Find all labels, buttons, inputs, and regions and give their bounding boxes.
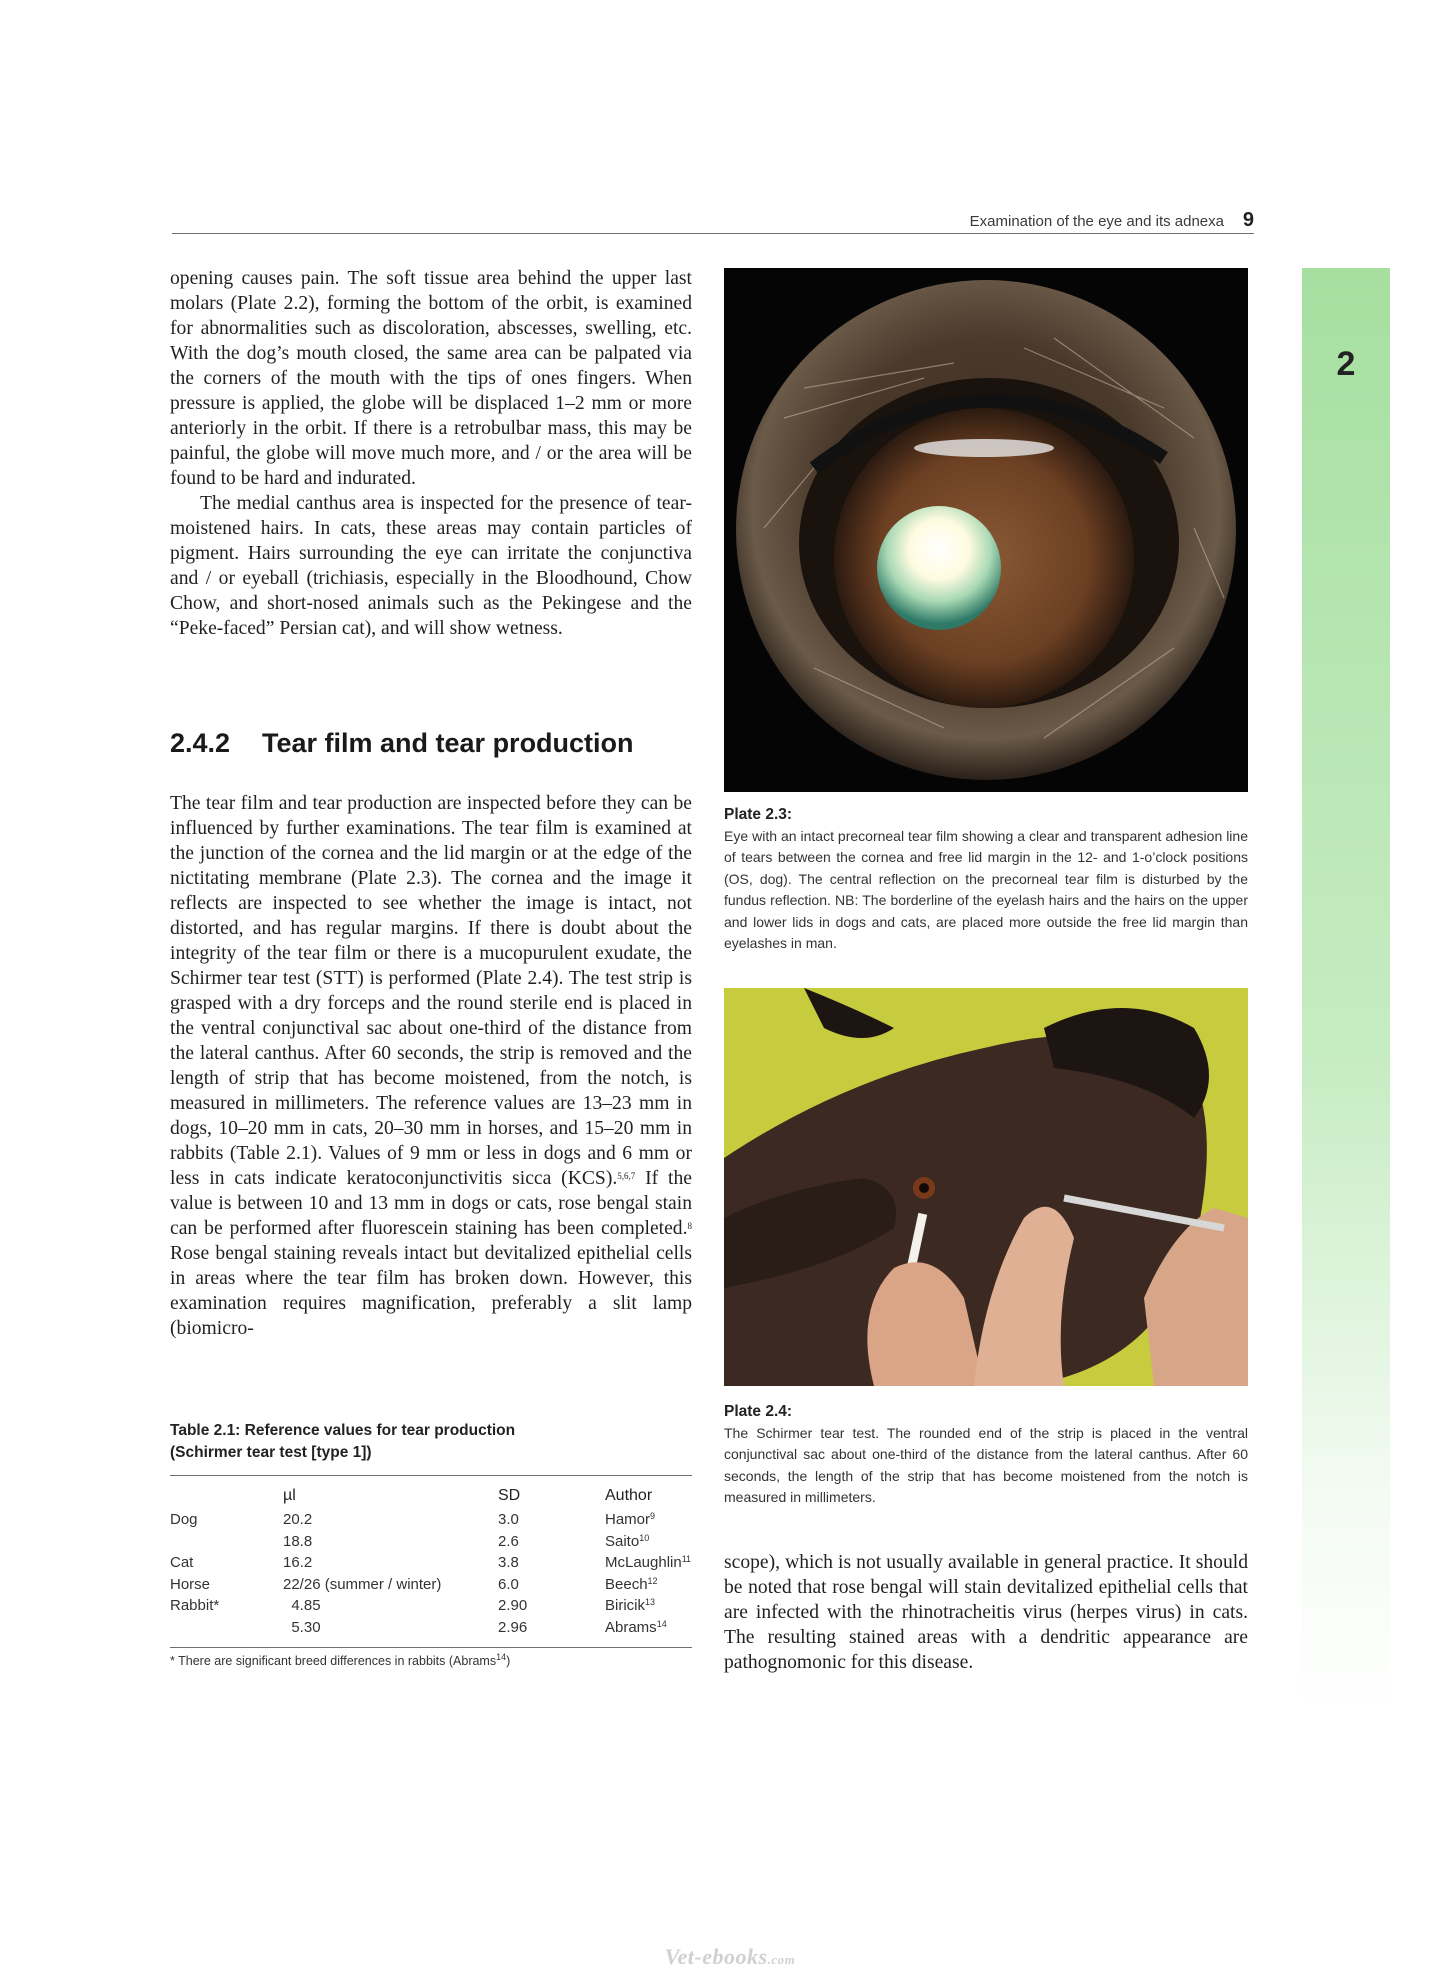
author-name: Hamor xyxy=(605,1511,651,1528)
paragraph-2: The medial canthus area is inspected for the presence of tear-moistened hairs. In cats, these areas may contain particles of pigment. Hairs surrounding the eye can irritate the conjunctiva and / or eyeball (trichiasis, especially in the Bloodhound, Chow Chow, and short-nosed animals such as the Pekingese and the “Peke-faced” Persian cat), and will show wetness. xyxy=(170,493,692,639)
left-column-body xyxy=(170,791,692,1341)
plate-2-3-photo xyxy=(724,268,1248,792)
plate-2-4-caption xyxy=(724,1401,1248,1509)
paragraph-3 xyxy=(170,791,692,1341)
cell-value: 22/26 (summer / winter) xyxy=(283,1575,442,1593)
plate-label: Plate 2.4: xyxy=(724,1403,793,1420)
chapter-tab xyxy=(1302,268,1390,1718)
table-title-line-2: (Schirmer tear test [type 1]) xyxy=(170,1444,372,1461)
table-title-line-1: Table 2.1: Reference values for tear production xyxy=(170,1422,516,1439)
paragraph-continuation: scope), which is not usually available in general practice. It should be noted that rose bengal will stain devitalized epithelial cells that are infected with the rhinotracheitis virus (herpes virus) in cats. The resulting stained areas with a dendritic appearance are pathognomonic for this disease. xyxy=(724,1552,1248,1673)
author-ref: 13 xyxy=(645,1597,656,1607)
cell-sd: 3.0 xyxy=(498,1511,519,1528)
paragraph-1: opening causes pain. The soft tissue area behind the upper last molars (Plate 2.2), forming the bottom of the orbit, is examined for abnormalities such as discoloration, abscesses, swelling, etc. With the dog’s mouth closed, the same area can be palpated via the corners of the mouth with the tips of ones fingers. When pressure is applied, the globe will be displaced 1–2 mm or more anteriorly in the orbit. If there is a retrobulbar mass, this may be painful, the globe will move much more, and / or the area will be found to be hard and indurated. xyxy=(170,268,692,489)
table-row xyxy=(170,1576,692,1598)
column-header-author: Author xyxy=(605,1487,653,1504)
reference-table xyxy=(170,1475,692,1648)
cell-species: Dog xyxy=(170,1511,198,1528)
table-row xyxy=(170,1554,692,1576)
chapter-number: 2 xyxy=(1336,345,1356,383)
cell-sd: 3.8 xyxy=(498,1554,519,1571)
page-number: 9 xyxy=(1242,209,1254,231)
table-header-row xyxy=(170,1476,692,1512)
cell-value: 20.2 xyxy=(283,1511,313,1528)
cell-author xyxy=(605,1533,692,1555)
footnote-ref: 14 xyxy=(496,1652,507,1662)
cell-value xyxy=(283,1619,498,1648)
cell-sd: 2.6 xyxy=(498,1532,519,1550)
cell-species: Rabbit* xyxy=(170,1597,220,1614)
citation-ref: 8 xyxy=(687,1221,692,1231)
cell-species xyxy=(170,1619,283,1648)
cell-species: Cat xyxy=(170,1554,194,1571)
column-header-volume: µl xyxy=(283,1487,296,1504)
cell-value: 18.8 xyxy=(283,1532,313,1550)
author-name: McLaughlin xyxy=(605,1554,682,1571)
table-row xyxy=(170,1597,692,1619)
cell-value-text: 4.85 xyxy=(291,1597,321,1614)
cell-species: Horse xyxy=(170,1575,211,1593)
watermark-suffix: .com xyxy=(767,1952,796,1967)
cell-author xyxy=(605,1597,692,1619)
section-number: 2.4.2 xyxy=(170,728,231,758)
running-header xyxy=(172,203,1254,234)
footnote-close: ) xyxy=(506,1654,511,1668)
author-name: Beech xyxy=(605,1575,648,1593)
paragraph-3-part-a: The tear film and tear production are inspected before they can be influenced by further examinations. The tear film is examined at the junction of the cornea and the lid margin or at the edge of the nictitating membrane (Plate 2.3). The cornea and the image it reflects are inspected to see whether the image is intact, not distorted, and has regular margins. If there is doubt about the integrity of the tear film or there is a mucopurulent exudate, the Schirmer tear test (STT) is performed (Plate 2.4). The test strip is grasped with a dry forceps and the round sterile end is placed in the ventral conjunctival sac about one-third of the distance from the lateral canthus. After 60 seconds, the strip is removed and the length of strip that has become moistened, from the notch, is measured in millimeters. The reference values are 13–23 mm in dogs, 10–20 mm in cats, 20–30 mm in horses, and 15–20 mm in rabbits (Table 2.1). Values of 9 mm or less in dogs and 6 mm or less in cats indicate keratoconjunctivitis sicca (KCS). xyxy=(170,793,692,1189)
column-header-sd: SD xyxy=(498,1487,521,1504)
cell-author xyxy=(605,1619,692,1648)
caption-text: Eye with an intact precorneal tear film showing a clear and transparent adhesion line of tears between the cornea and free lid margin in the 12- and 1-o’clock positions (OS, dog). The central reflection on the precorneal tear film is disturbed by the fundus reflection. NB: The borderline of the eyelash hairs and the hairs on the upper and lower lids in dogs and cats, are placed more outside the free lid margin than eyelashes in man. xyxy=(724,827,1248,951)
plate-2-4-photo xyxy=(724,988,1248,1386)
author-ref: 12 xyxy=(647,1575,658,1586)
section-title: Tear film and tear production xyxy=(262,728,634,758)
author-ref: 9 xyxy=(650,1511,656,1521)
cell-sd: 2.96 xyxy=(498,1618,528,1636)
running-title: Examination of the eye and its adnexa xyxy=(969,213,1224,230)
table-row xyxy=(170,1619,692,1648)
cell-species xyxy=(170,1533,283,1555)
cell-value-text: 5.30 xyxy=(291,1618,321,1636)
left-column-top xyxy=(170,266,692,641)
cell-sd: 6.0 xyxy=(498,1575,519,1593)
eye-photo-illustration xyxy=(724,268,1248,792)
plate-2-3-caption xyxy=(724,804,1248,955)
cell-author xyxy=(605,1554,692,1576)
citation-ref: 5,6,7 xyxy=(617,1171,636,1181)
table-row xyxy=(170,1533,692,1555)
plate-label: Plate 2.3: xyxy=(724,806,793,823)
author-name: Abrams xyxy=(605,1618,657,1636)
schirmer-test-photo-illustration xyxy=(724,988,1248,1386)
cell-sd: 2.90 xyxy=(498,1597,528,1614)
author-ref: 10 xyxy=(639,1532,650,1543)
section-heading xyxy=(170,728,634,759)
cell-author xyxy=(605,1511,692,1533)
cell-author xyxy=(605,1576,692,1598)
table-footnote xyxy=(170,1654,692,1668)
footnote-text: * There are significant breed differences in rabbits (Abrams xyxy=(170,1654,497,1668)
right-column-text xyxy=(724,1550,1248,1675)
author-ref: 11 xyxy=(681,1554,692,1564)
paragraph-3-part-c: Rose bengal staining reveals intact but devitalized epithelial cells in areas where the tear film has broken down. However, this examination requires magnification, preferably a slit lamp (biomicro- xyxy=(170,1243,692,1339)
table-row xyxy=(170,1511,692,1533)
author-ref: 14 xyxy=(656,1618,667,1629)
column-header-species xyxy=(170,1476,283,1512)
watermark-text: Vet-ebooks xyxy=(664,1944,768,1969)
watermark-logo xyxy=(640,1944,820,1970)
author-name: Saito xyxy=(605,1532,640,1550)
caption-text: The Schirmer tear test. The rounded end of the strip is placed in the ventral conjunctival sac about one-third of the distance from the lateral canthus. After 60 seconds, the length of the strip that has become moistened from the notch is measured in millimeters. xyxy=(724,1424,1248,1505)
table-title xyxy=(170,1420,692,1464)
author-name: Biricik xyxy=(605,1597,645,1614)
paragraph-3-part-b: If the value is between 10 and 13 mm in dogs or cats, rose bengal stain can be performed after fluorescein staining has been completed. xyxy=(170,1168,692,1239)
cell-value xyxy=(283,1597,498,1619)
cell-value: 16.2 xyxy=(283,1554,313,1571)
